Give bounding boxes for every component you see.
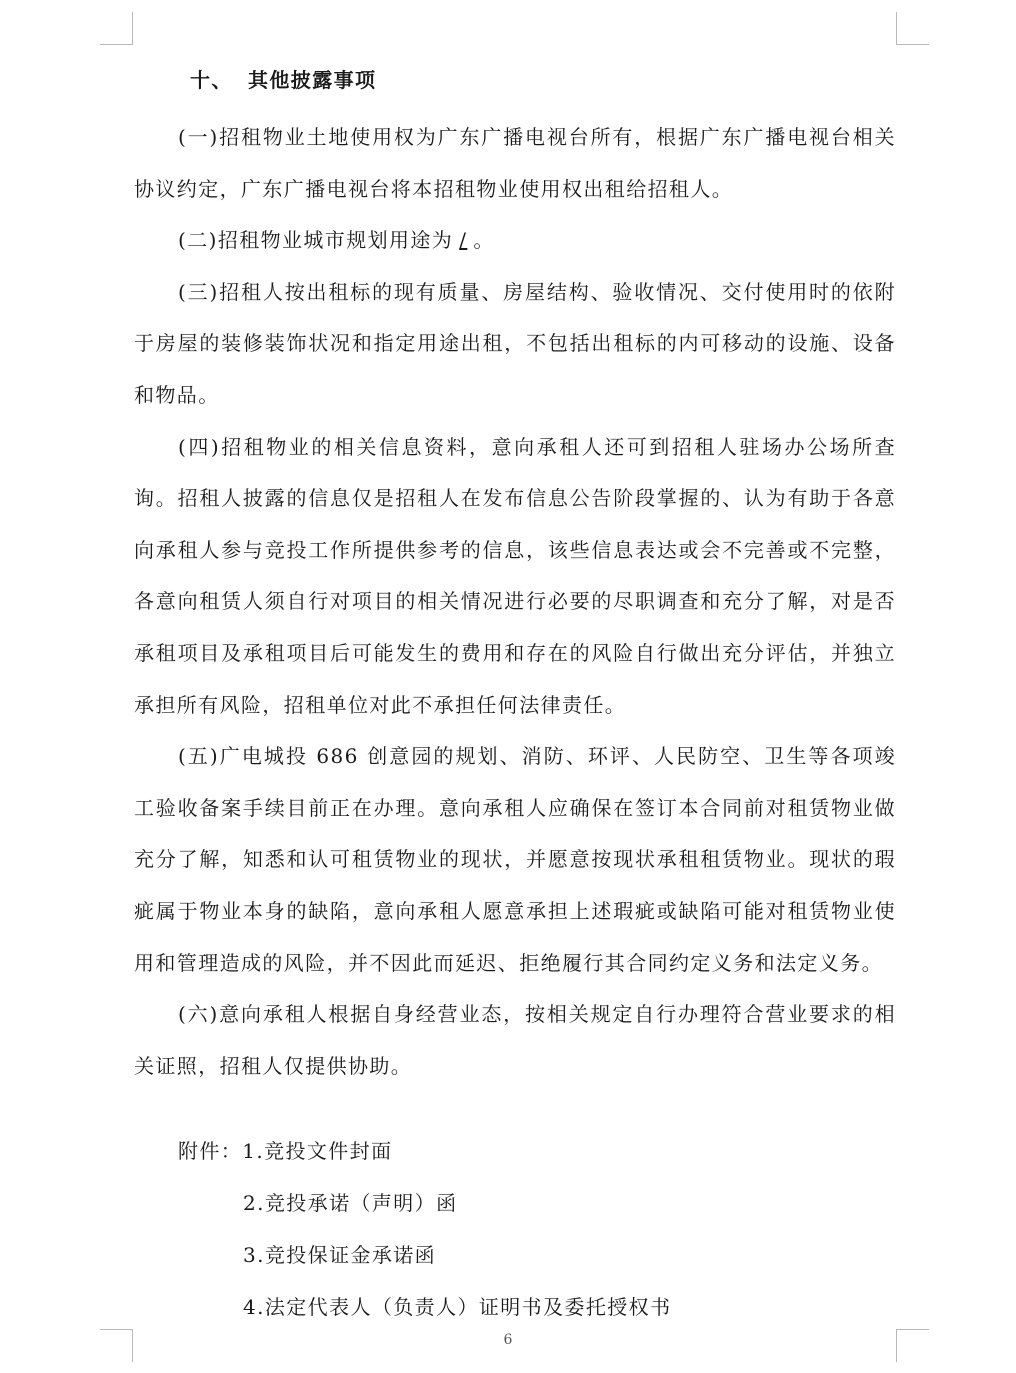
paragraph-5 — [134, 731, 896, 989]
section-title: 其他披露事项 — [248, 68, 377, 92]
paragraph-end: 。 — [473, 228, 495, 253]
attachment-text: 4.法定代表人（负责人）证明书及委托授权书 — [243, 1295, 672, 1319]
paragraph-text: 招租物业土地使用权为广东广播电视台所有，根据广东广播电视台相关协议约定，广东广播电视台将本招租物业使用权出租给招租人。 — [134, 125, 896, 201]
paragraph-label: (一) — [178, 125, 219, 149]
section-number: 十、 — [190, 68, 233, 92]
attachment-item — [178, 1131, 671, 1183]
paragraph-3 — [134, 267, 896, 422]
paragraph-text: 招租物业城市规划用途为 — [217, 228, 454, 253]
paragraph-text: 意向承租人根据自身经营业态，按相关规定自行办理符合营业要求的相关证照，招租人仅提供协助。 — [134, 1002, 896, 1078]
underlined-blank: / — [459, 228, 468, 253]
paragraph-label: (四) — [178, 434, 221, 459]
page-number: 6 — [503, 1332, 513, 1348]
paragraph-text: 广电城投 686 创意园的规划、消防、环评、人民防空、卫生等各项竣工验收备案手续目前正在办理。意向承租人应确保在签订本合同前对租赁物业做充分了解，知悉和认可租赁物业的现状，并愿意按现状承租租赁物业。现状的瑕疵属于物业本身的缺陷，意向承租人愿意承担上述瑕疵或缺陷可能对租赁物业使用和管理造成的风险，并不因此而延迟、拒绝履行其合同约定义务和法定义务。 — [134, 744, 896, 975]
paragraph-1 — [134, 112, 896, 215]
crop-mark-top-left — [100, 12, 133, 45]
paragraph-label: (五) — [178, 744, 220, 769]
paragraph-2 — [134, 215, 896, 267]
paragraph-label: (三) — [178, 279, 219, 304]
paragraph-6 — [134, 989, 896, 1092]
attachment-text: 2.竞投承诺（声明）函 — [243, 1191, 458, 1215]
attachments-label: 附件： — [178, 1139, 243, 1163]
paragraph-text: 招租人按出租标的现有质量、房屋结构、验收情况、交付使用时的依附于房屋的装修装饰状况和指定用途出租，不包括出租标的内可移动的设施、设备和物品。 — [134, 279, 896, 407]
attachment-item — [178, 1183, 671, 1235]
attachment-text: 3.竞投保证金承诺函 — [243, 1243, 437, 1267]
paragraph-label: (六) — [178, 1002, 219, 1027]
attachment-text: 1.竞投文件封面 — [242, 1139, 393, 1163]
paragraph-label: (二) — [178, 228, 218, 253]
attachments-list — [178, 1131, 671, 1339]
paragraph-text: 招租物业的相关信息资料，意向承租人还可到招租人驻场办公场所查询。招租人披露的信息仅是招租人在发布信息公告阶段掌握的、认为有助于各意向承租人参与竞投工作所提供参考的信息，该些信息表达或会不完善或不完整，各意向租赁人须自行对项目的相关情况进行必要的尽职调查和充分了解，对是否承租项目及承租项目后可能发生的费用和存在的风险自行做出充分评估，并独立承担所有风险，招租单位对此不承担任何法律责任。 — [134, 434, 897, 717]
page-body — [134, 60, 896, 1092]
attachment-item — [178, 1235, 671, 1287]
crop-mark-top-right — [896, 12, 929, 45]
paragraph-4 — [134, 422, 896, 732]
section-heading — [190, 60, 896, 100]
